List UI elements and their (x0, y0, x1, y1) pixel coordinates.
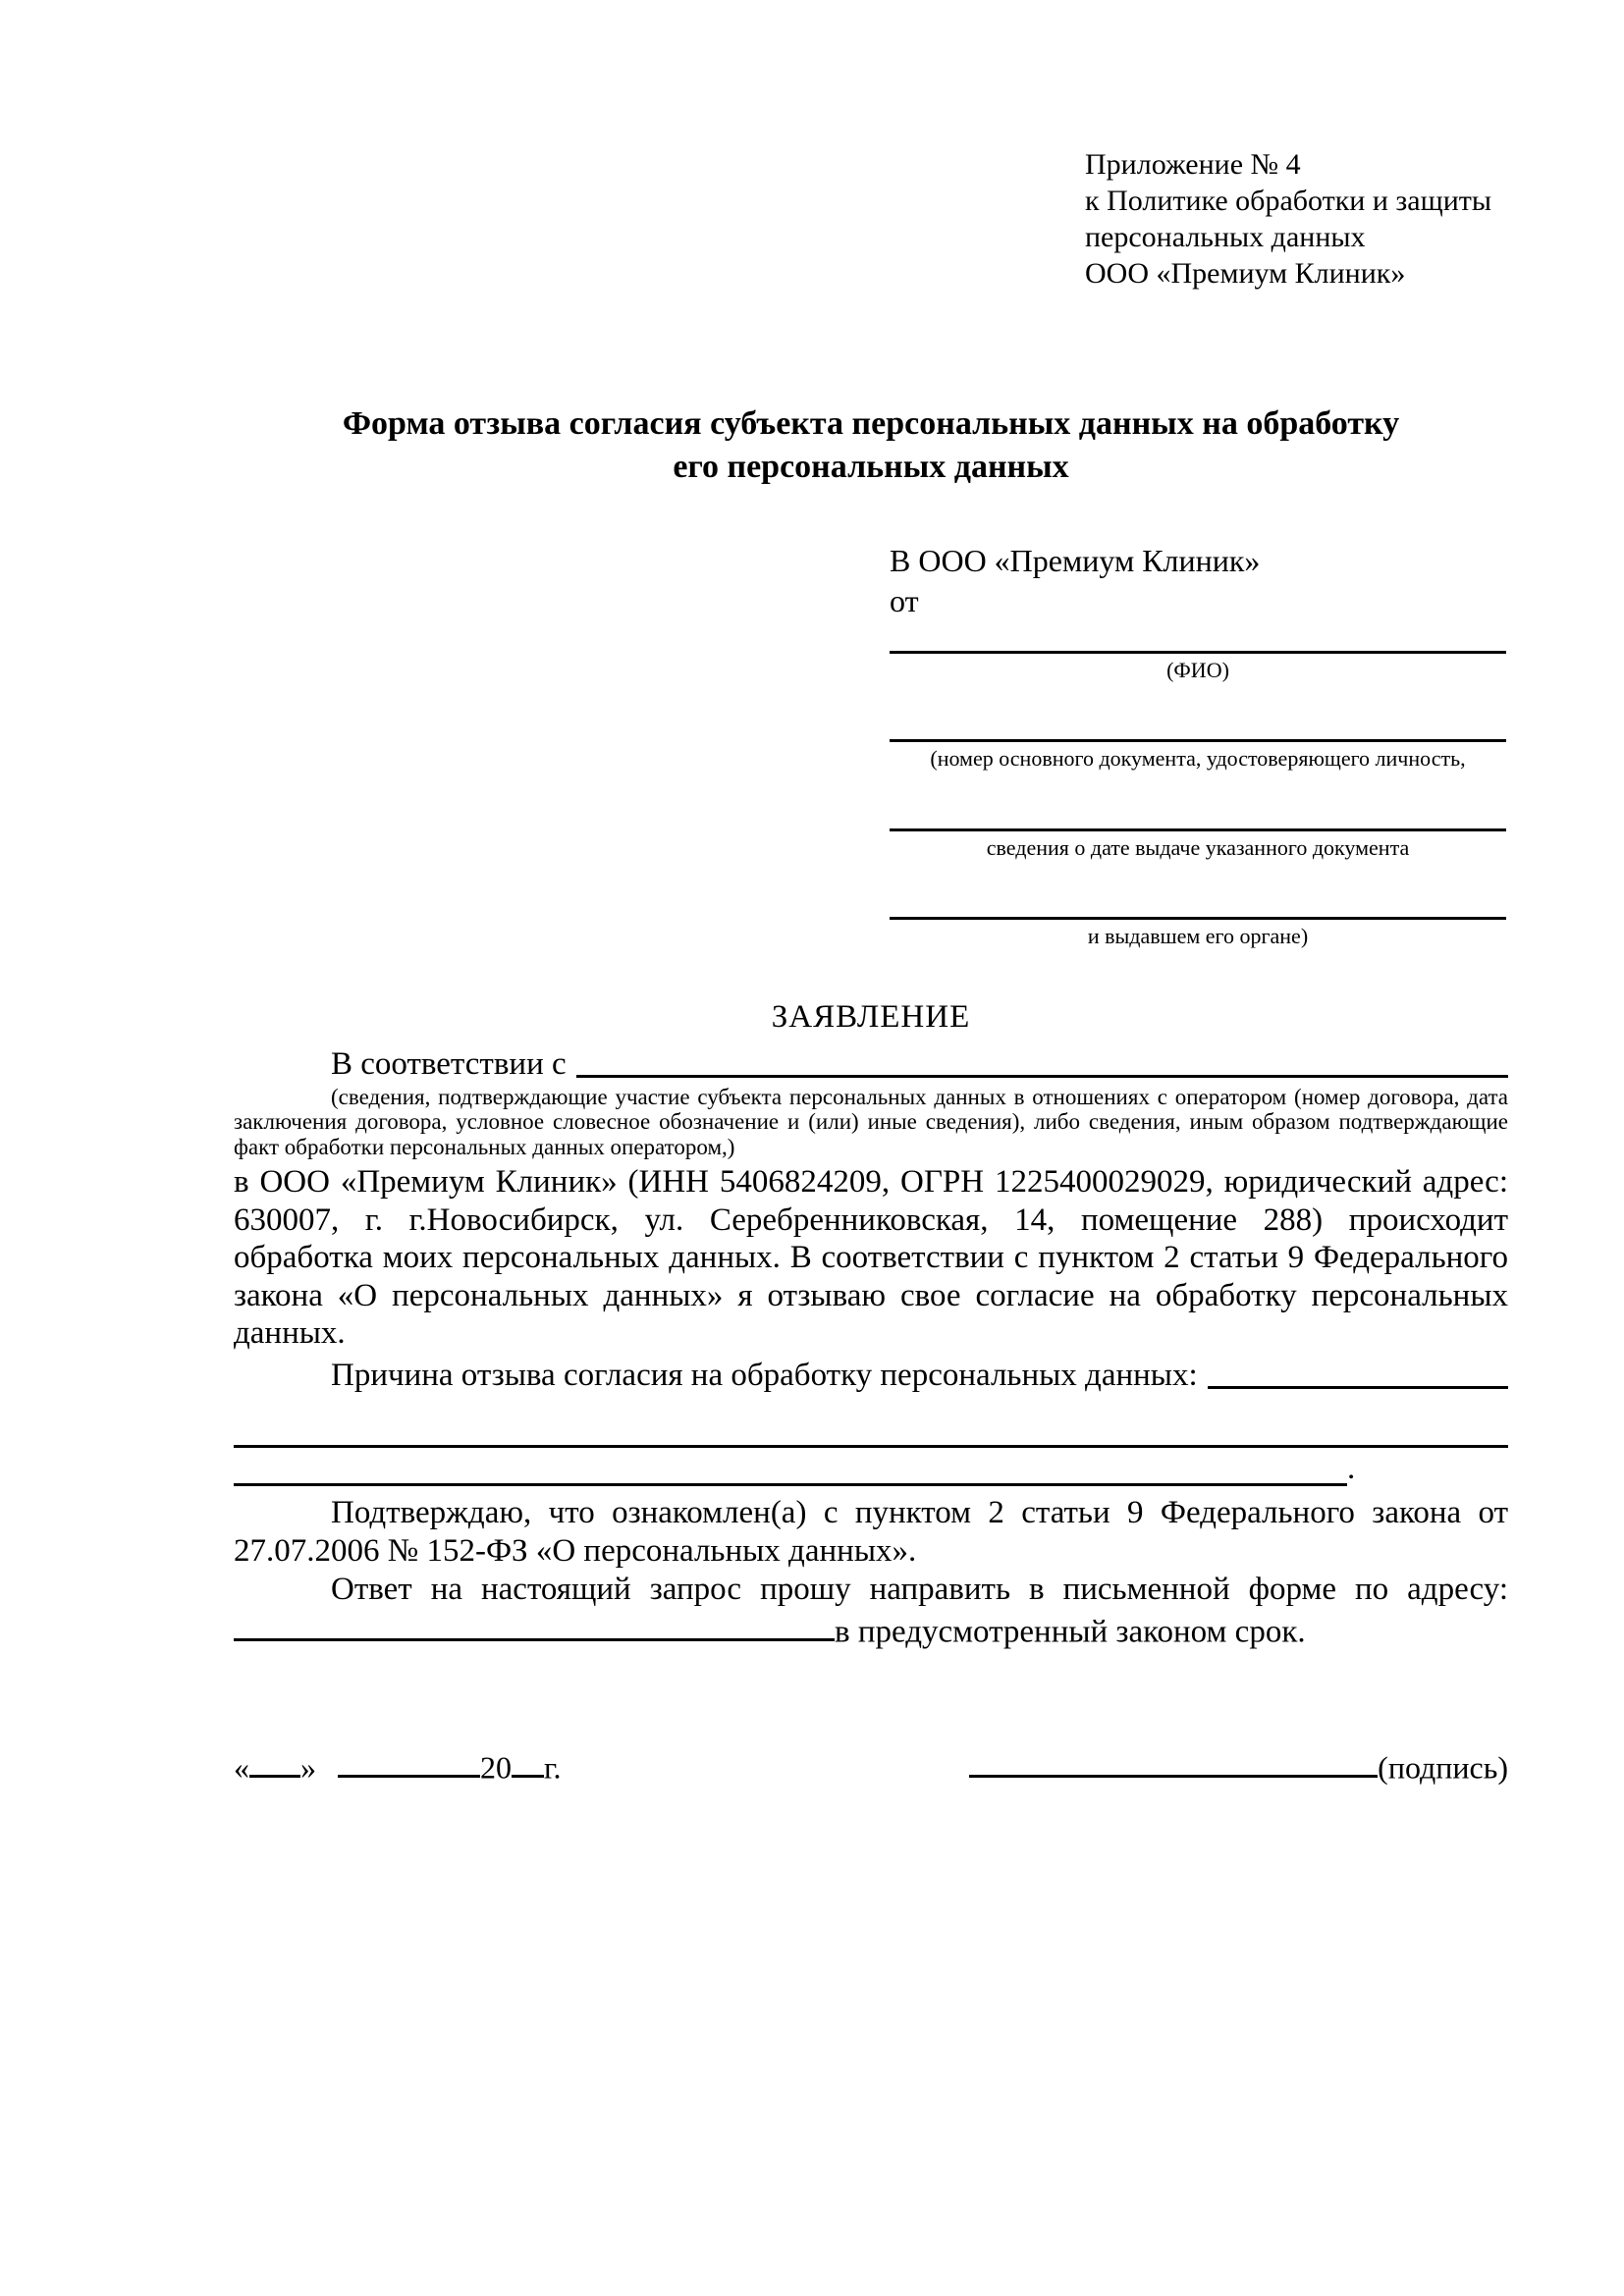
issue-date-caption: сведения о дате выдаче указанного документа (986, 834, 1410, 860)
reply-text: Ответ на настоящий запрос прошу направить в письменной форме по адресу: (331, 1571, 1508, 1607)
appendix-line: к Политике обработки и защиты (1085, 184, 1492, 217)
statement-heading: ЗАЯВЛЕНИЕ (771, 998, 971, 1035)
reason-extra-line-2-row (234, 1448, 1508, 1486)
intro-note: (сведения, подтверждающие участие субъекта персональных данных в отношениях с оператором (номер договора, дата заключения договора, условное словесное обозначение и (или) иные сведения), либо сведения, иным образом подтверждающие факт обработки персональных данных оператором,) (234, 1085, 1508, 1159)
reply-suffix: в предусмотренный законом срок. (835, 1614, 1306, 1650)
month-blank-line (338, 1745, 480, 1778)
intro-blank-line (576, 1045, 1508, 1078)
reason-blank-line (1208, 1357, 1508, 1389)
year-suffix-label: г. (544, 1749, 562, 1786)
appendix-line: Приложение № 4 (1085, 148, 1301, 181)
issue-org-blank-line (890, 891, 1506, 920)
reason-label: Причина отзыва согласия на обработку персональных данных: (331, 1358, 1198, 1394)
footer-row (234, 1745, 1508, 1786)
doc-number-field (890, 714, 1506, 773)
issue-org-caption: и выдавшем его органе) (1087, 923, 1309, 948)
signature-line (969, 1745, 1508, 1786)
appendix-block (1085, 147, 1508, 293)
reply-paragraph (234, 1571, 1508, 1652)
fio-caption: (ФИО) (1166, 658, 1229, 683)
appendix-line: персональных данных (1085, 220, 1366, 253)
appendix-line: ООО «Премиум Клиник» (1085, 256, 1406, 290)
document-title (234, 402, 1508, 491)
date-open-quote: « (234, 1749, 249, 1786)
year-blank-line (512, 1745, 544, 1778)
title-line-2: его персональных данных (673, 449, 1069, 486)
intro-label: В соответствии с (331, 1045, 567, 1082)
doc-number-blank-line (890, 714, 1506, 742)
line-end-period: . (1347, 1451, 1356, 1487)
fio-blank-line (890, 625, 1506, 654)
day-blank-line (249, 1745, 300, 1778)
document-content (234, 147, 1508, 1786)
signature-caption: (подпись) (1378, 1749, 1508, 1786)
doc-number-caption: (номер основного документа, удостоверяющего личность, (930, 746, 1466, 772)
date-line (234, 1745, 562, 1786)
fio-field (890, 625, 1506, 684)
date-close-quote: » (300, 1749, 316, 1786)
issue-org-field (890, 891, 1506, 950)
signature-blank-line (969, 1745, 1378, 1778)
address-blank-line (234, 1608, 835, 1641)
reason-extra-line-1 (234, 1406, 1508, 1448)
statement-body: в ООО «Премиум Клиник» (ИНН 5406824209, ОГРН 1225400029029, юридический адрес: 630007, г. г.Новосибирск, ул. Серебренниковская, 14, помещение 288) происходит обработка моих персональных данных. В соответствии с пунктом 2 статьи 9 Федерального закона «О персональных данных» я отзываю свое согласие на обработку персональных данных. (234, 1164, 1508, 1352)
intro-line (234, 1045, 1508, 1083)
issue-date-blank-line (890, 803, 1506, 831)
title-line-1: Форма отзыва согласия субъекта персональных данных на обработку (342, 404, 1400, 442)
year-prefix: 20 (480, 1749, 512, 1786)
issue-date-field (890, 803, 1506, 862)
addressee-block (890, 541, 1506, 950)
confirm-paragraph: Подтверждаю, что ознакомлен(а) с пунктом 2 статьи 9 Федерального закона от 27.07.2006 № 152-ФЗ «О персональных данных». (234, 1495, 1508, 1569)
reason-line (234, 1357, 1508, 1394)
addressee-to: В ООО «Премиум Клиник» (890, 543, 1261, 579)
reason-extra-line-2 (234, 1448, 1347, 1486)
addressee-from-label: от (890, 583, 919, 619)
